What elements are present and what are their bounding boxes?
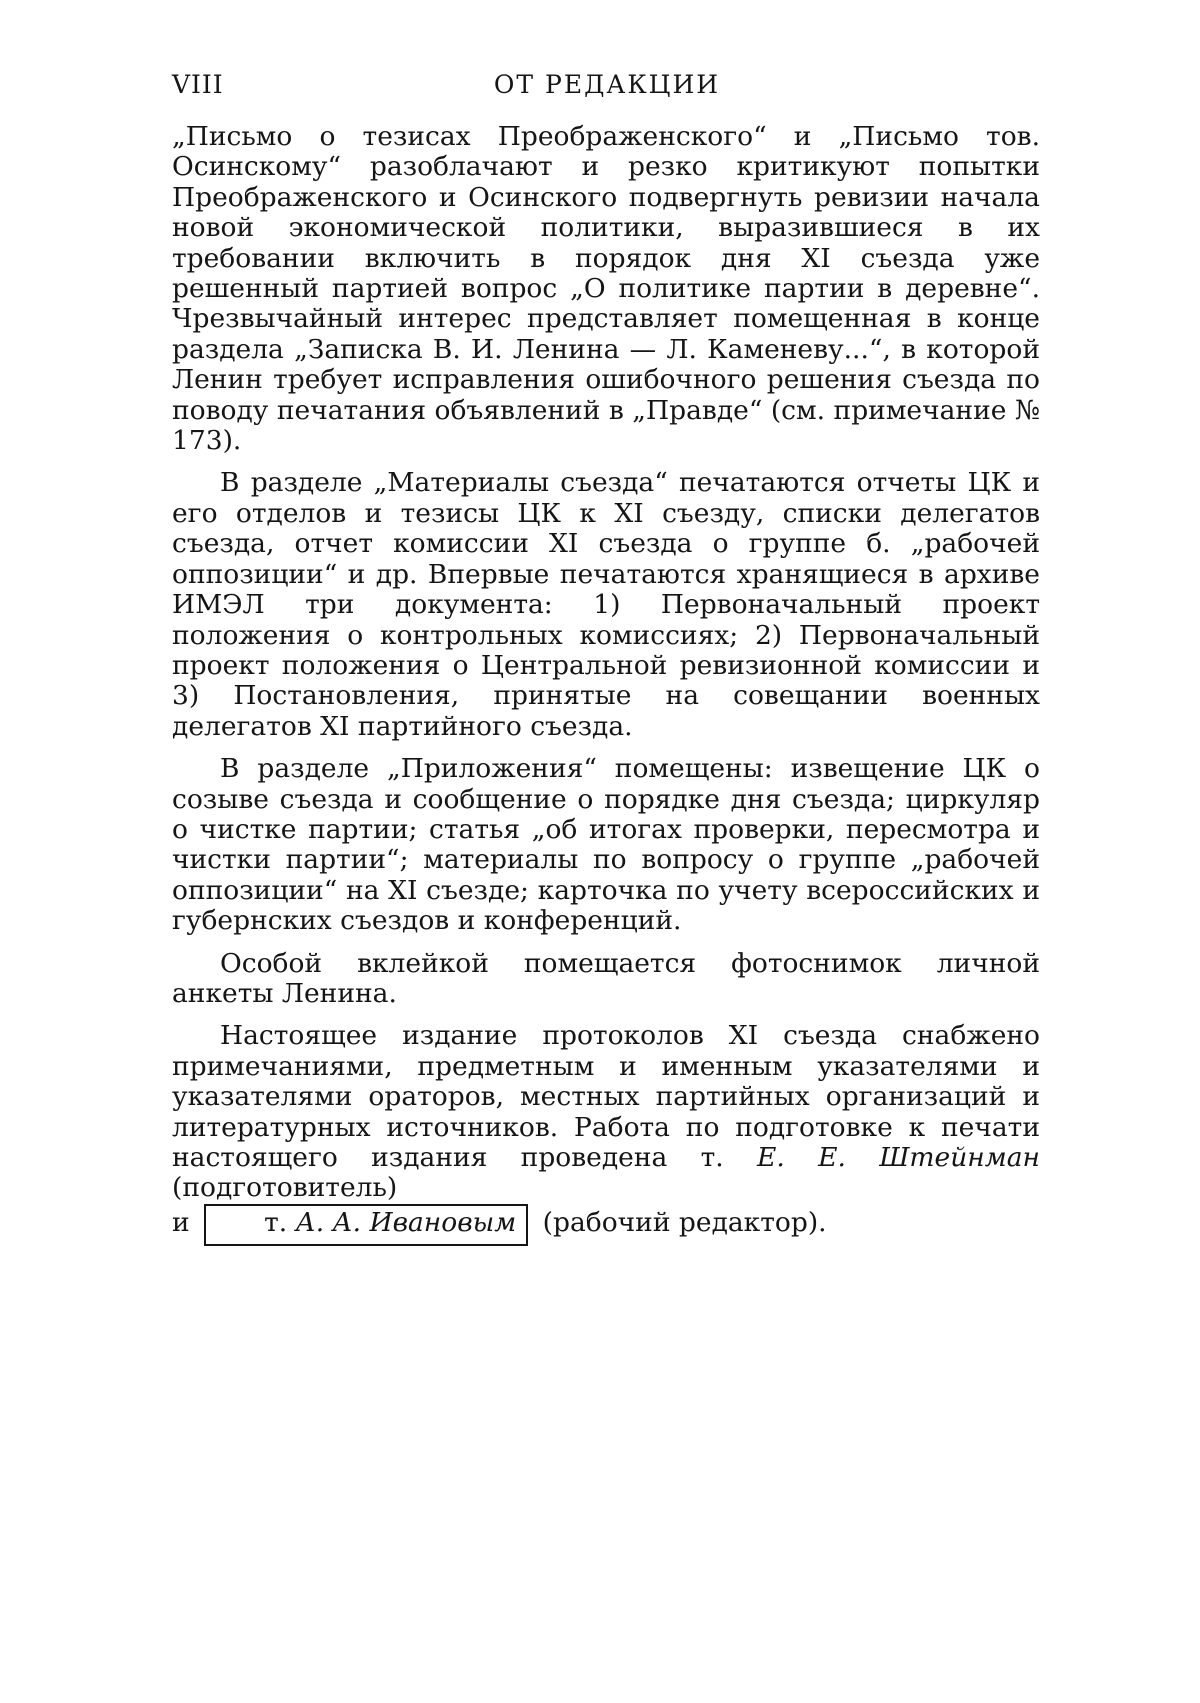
editor-role: (подготовитель) [172,1172,398,1204]
boxed-editor-name [204,1204,528,1246]
boxed-editor-surname: А. А. Ивановым [295,1206,517,1238]
text-body [172,122,1040,1258]
paragraph-materials: В разделе „Материалы съезда“ печатаются отчеты ЦК и его отделов и тезисы ЦК к XI съезду, списки делегатов съезда, отчет комиссии XI съезда о группе б. „рабочей оппозиции“ и др. Впервые печатаются хранящиеся в архиве ИМЭЛ три документа: 1) Первоначальный проект положения о контрольных комиссиях; 2) Первоначальный проект положения о Центральной ревизионной комиссии и 3) Постановления, принятые на совещании военных делегатов XI партийного съезда. [172,467,1040,742]
edition-text: Настоящее издание протоколов XI съезда снабжено примечаниями, предметным и именным указателями и указателями ораторов, местных партийных организаций и литературных источников. Работа по подготовке к печати настоящего издания проведена [172,1020,1040,1173]
working-editor-role: (рабочий редактор). [542,1206,827,1238]
page-number: VIII [172,70,224,99]
section-title: ОТ РЕДАКЦИИ [493,70,721,99]
paragraph-edition [172,1021,1040,1245]
paragraph-insert: Особой вклейкой помещается фотоснимок личной анкеты Ленина. [172,947,1040,1009]
editor-name: Е. Е. Штейнман [757,1142,1040,1173]
running-head [172,70,1042,106]
conjunction: и [172,1206,190,1238]
boxed-editor-prefix: т. [264,1206,288,1238]
paragraph-appendices: В разделе „Приложения“ помещены: извещение ЦК о созыве съезда и сообщение о порядке дня съезда; циркуляр о чистке партии; статья „об итогах проверки, пересмотра и чистки партии“; материалы по вопросу о группе „рабочей оппозиции“ на XI съезде; карточка по учету всероссийских и губернских съездов и конференций. [172,753,1040,937]
editor-prefix: т. [700,1142,724,1173]
paragraph-letters: „Письмо о тезисах Преображенского“ и „Письмо тов. Осинскому“ разоблачают и резко критикуют попытки Преображенского и Осинского подвергнуть ревизии начала новой экономической политики, выразившиеся в их требовании включить в порядок дня XI съезда уже решенный партией вопрос „О политике партии в деревне“. Чрезвычайный интерес представляет помещенная в конце раздела „Записка В. И. Ленина — Л. Каменеву...“, в которой Ленин требует исправления ошибочного решения съезда по поводу печатания объявлений в „Правде“ (см. примечание № 173). [172,121,1040,457]
